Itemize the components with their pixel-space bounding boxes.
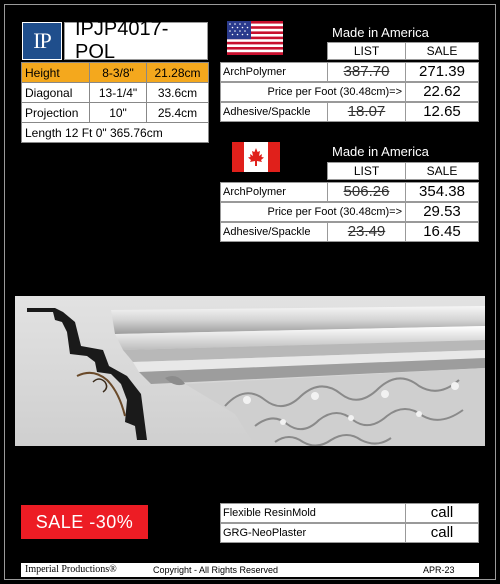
sale-badge: SALE -30% [21, 505, 148, 539]
brand-logo [22, 22, 62, 60]
spec-imperial: 13-1/4" [90, 83, 147, 103]
canada-price-per-foot-value: 29.53 [405, 202, 479, 222]
usa-sale-header: SALE [405, 42, 479, 60]
footer-copyright: Copyright - All Rights Reserved [153, 565, 279, 575]
spec-row-diagonal [22, 83, 209, 103]
spec-label: Projection [22, 103, 90, 123]
spec-metric: 33.6cm [147, 83, 209, 103]
canada-archpolymer-sale: 354.38 [405, 182, 479, 202]
spec-imperial: 8-3/8" [90, 63, 147, 83]
logo-text: IP [33, 28, 51, 53]
usa-price-per-foot-label: Price per Foot (30.48cm)=> [220, 82, 406, 102]
usa-made-in: Made in America [332, 25, 429, 40]
product-sku: IPJP4017-POL [64, 22, 208, 60]
usa-archpolymer-list: 387.70 [327, 62, 406, 82]
footer-date: APR-23 [423, 565, 455, 575]
canada-sale-header: SALE [405, 162, 479, 180]
usa-adhesive-sale: 12.65 [405, 102, 479, 122]
usa-adhesive-label: Adhesive/Spackle [220, 102, 328, 122]
spec-row-projection [22, 103, 209, 123]
canada-price-per-foot-label: Price per Foot (30.48cm)=> [220, 202, 406, 222]
usa-adhesive-list: 18.07 [327, 102, 406, 122]
moulding-photo [15, 296, 485, 446]
spec-metric: 21.28cm [147, 63, 209, 83]
spec-label: Height [22, 63, 90, 83]
canada-archpolymer-label: ArchPolymer [220, 182, 328, 202]
material-resinmold-price: call [405, 503, 479, 523]
spec-row-height [22, 63, 209, 83]
canada-archpolymer-list: 506.26 [327, 182, 406, 202]
canada-flag-icon [232, 142, 280, 172]
canada-adhesive-list: 23.49 [327, 222, 406, 242]
material-neoplaster-label: GRG-NeoPlaster [220, 523, 406, 543]
usa-flag-icon [227, 21, 283, 55]
usa-list-header: LIST [327, 42, 406, 60]
spec-metric: 25.4cm [147, 103, 209, 123]
canada-adhesive-label: Adhesive/Spackle [220, 222, 328, 242]
footer-bar [21, 563, 479, 577]
canada-made-in: Made in America [332, 144, 429, 159]
canada-list-header: LIST [327, 162, 406, 180]
spec-table [21, 62, 209, 143]
spec-row-length [22, 123, 209, 143]
material-neoplaster-price: call [405, 523, 479, 543]
spec-imperial: 10" [90, 103, 147, 123]
material-resinmold-label: Flexible ResinMold [220, 503, 406, 523]
usa-price-per-foot-value: 22.62 [405, 82, 479, 102]
spec-label: Diagonal [22, 83, 90, 103]
footer-brand: Imperial Productions® [25, 564, 117, 575]
canada-adhesive-sale: 16.45 [405, 222, 479, 242]
usa-archpolymer-label: ArchPolymer [220, 62, 328, 82]
spec-length: Length 12 Ft 0" 365.76cm [22, 123, 209, 143]
usa-archpolymer-sale: 271.39 [405, 62, 479, 82]
